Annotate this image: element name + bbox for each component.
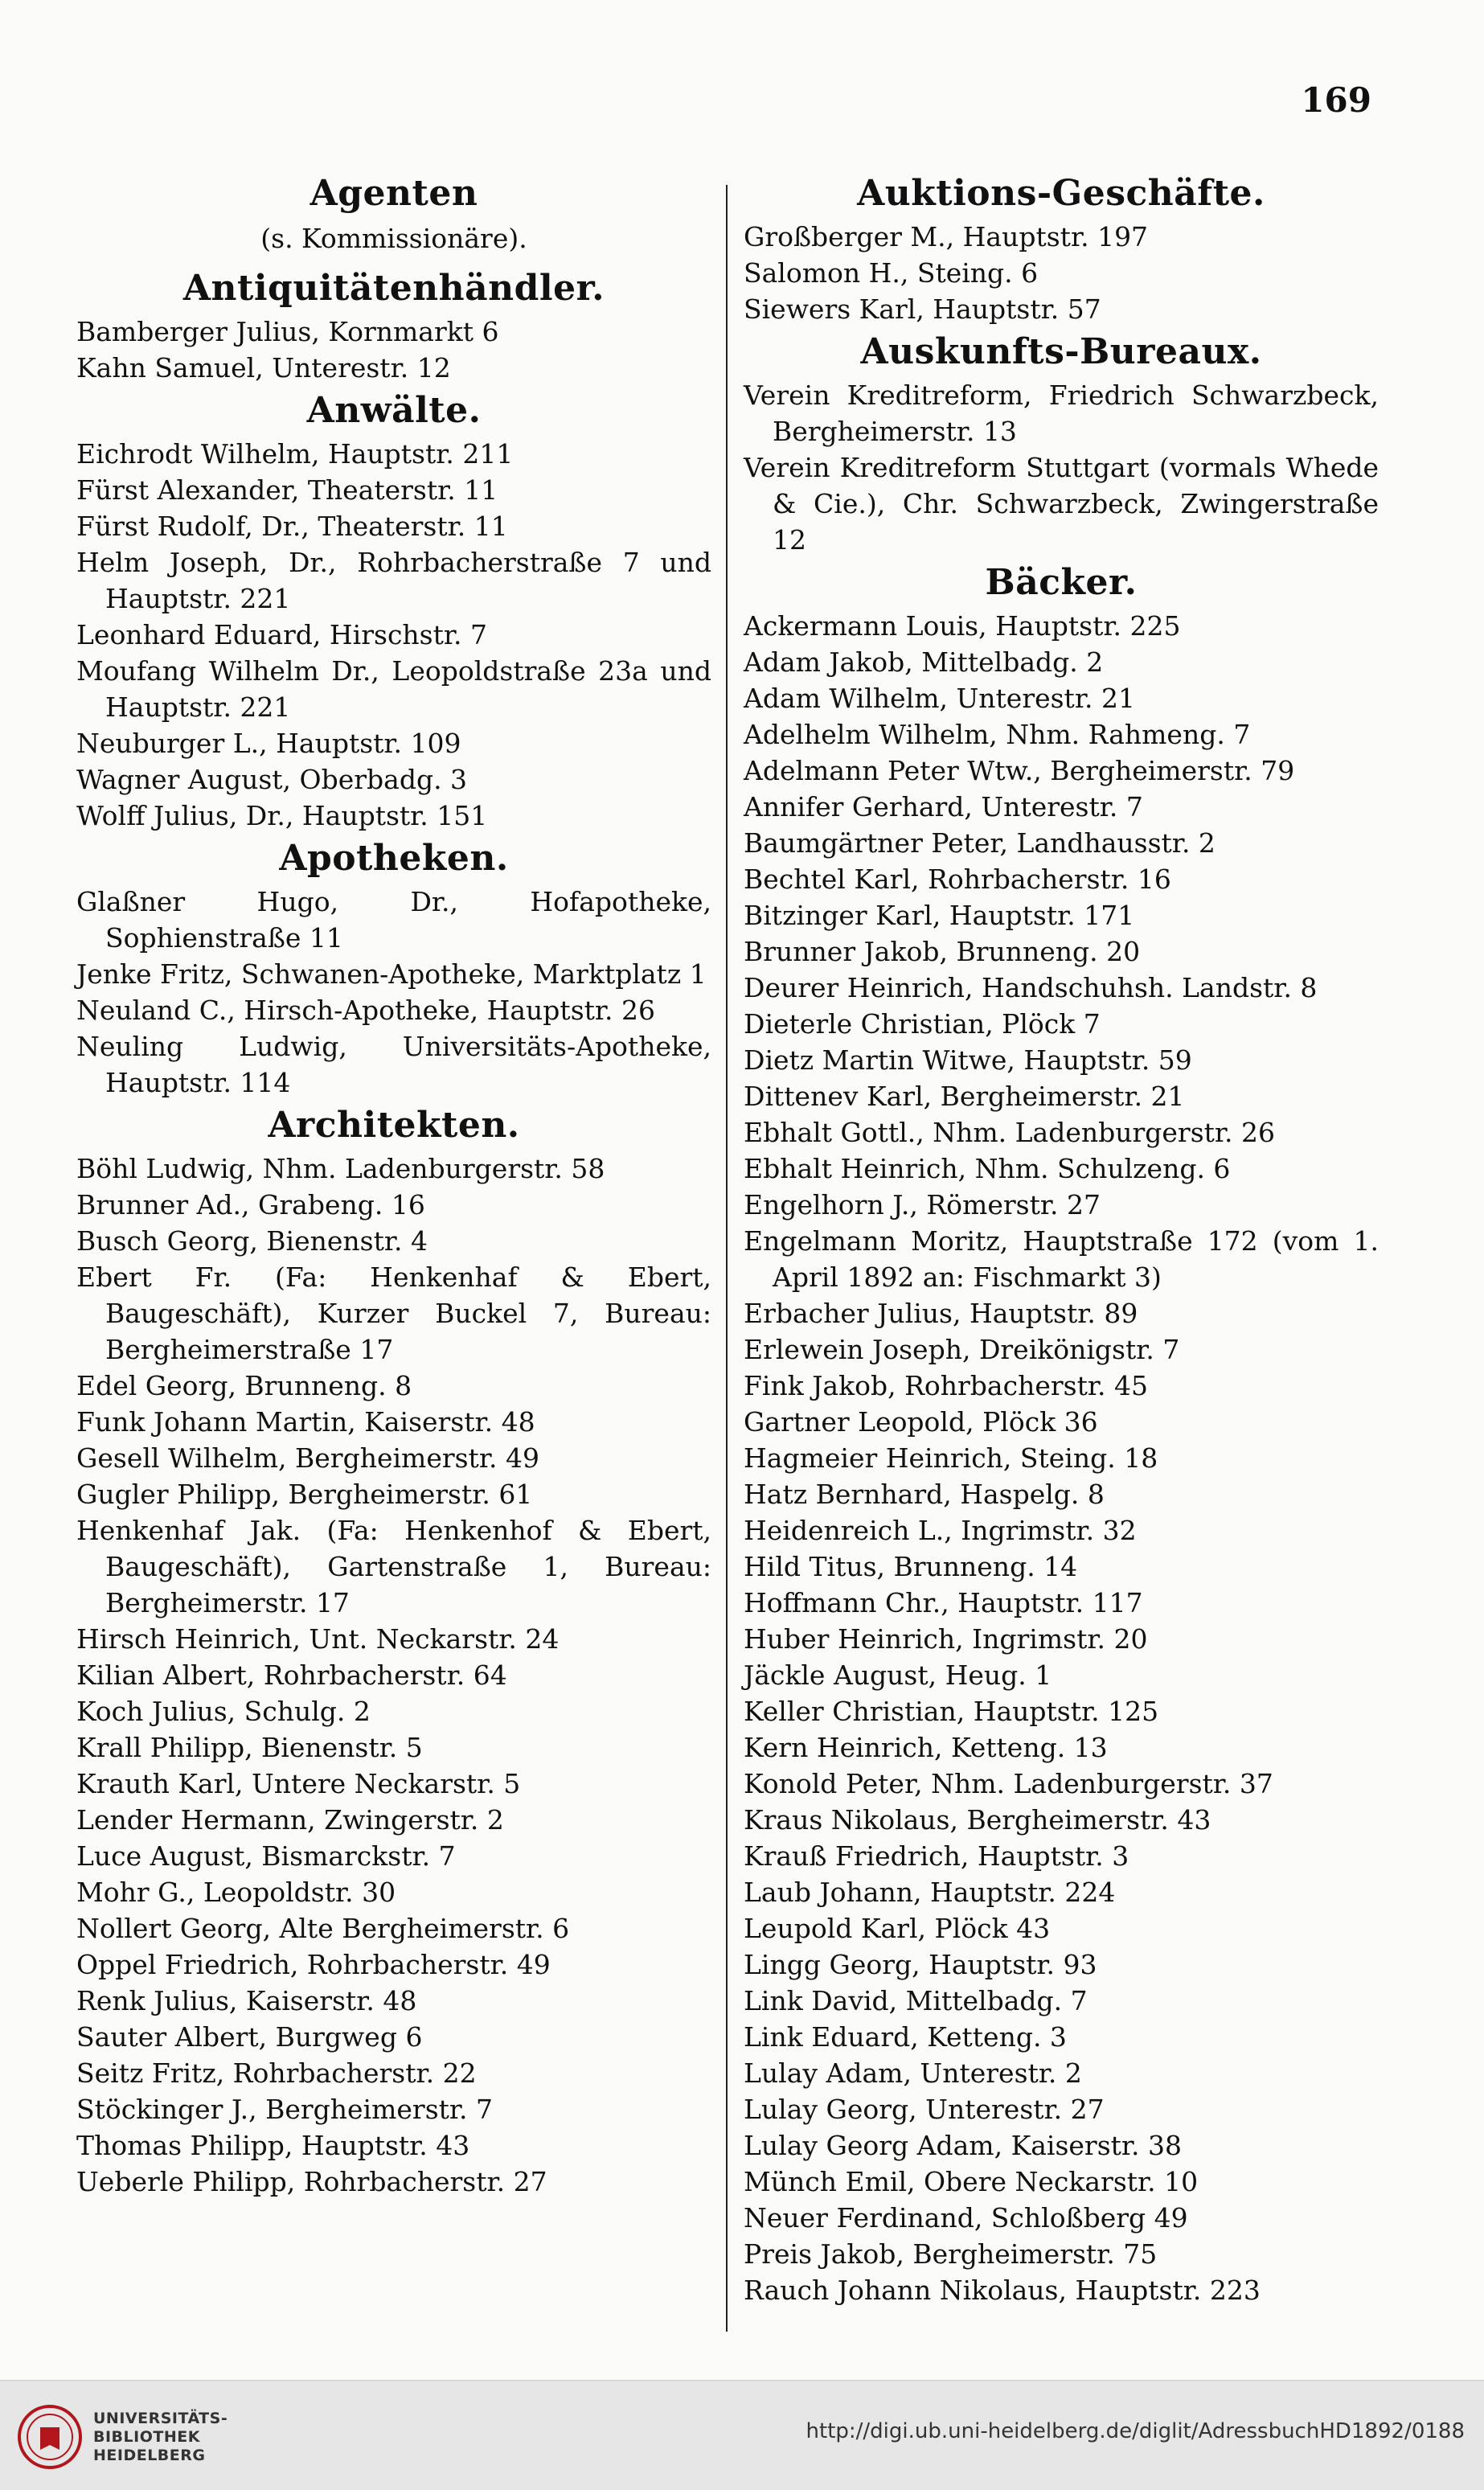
directory-entry: Bechtel Karl, Rohrbacherstr. 16: [744, 864, 1171, 895]
directory-entry: Erbacher Julius, Hauptstr. 89: [744, 1298, 1138, 1329]
directory-entry: Kilian Albert, Rohrbacherstr. 64: [76, 1659, 507, 1691]
directory-entry: Adam Wilhelm, Unterestr. 21: [744, 683, 1135, 714]
directory-entry: Nollert Georg, Alte Bergheimerstr. 6: [76, 1913, 570, 1944]
directory-entry: Moufang Wilhelm Dr., Leopoldstraße 23a und Hauptstr. 221: [76, 655, 711, 723]
directory-entry: Edel Georg, Brunneng. 8: [76, 1370, 412, 1401]
right-column: [744, 169, 1379, 2308]
source-url-link[interactable]: http://digi.ub.uni-heidelberg.de/diglit/AdressbuchHD1892/0188: [806, 2419, 1465, 2443]
directory-entry: Heidenreich L., Ingrimstr. 32: [744, 1515, 1137, 1546]
directory-entry: Bitzinger Karl, Hauptstr. 171: [744, 900, 1135, 931]
directory-entry: Kraus Nikolaus, Bergheimerstr. 43: [744, 1804, 1211, 1836]
directory-entry: Münch Emil, Obere Neckarstr. 10: [744, 2166, 1199, 2197]
directory-entry: Fürst Alexander, Theaterstr. 11: [76, 474, 498, 506]
directory-entry: Kahn Samuel, Unterestr. 12: [76, 352, 451, 384]
section-heading: Architekten.: [268, 1105, 520, 1146]
directory-entry: Ebhalt Gottl., Nhm. Ladenburgerstr. 26: [744, 1117, 1276, 1148]
section-heading: Anwälte.: [306, 390, 482, 431]
directory-entry: Dittenev Karl, Bergheimerstr. 21: [744, 1081, 1185, 1112]
library-name-line: UNIVERSITÄTS-: [93, 2410, 228, 2427]
directory-entry: Neuer Ferdinand, Schloßberg 49: [744, 2202, 1188, 2234]
directory-entry: Gesell Wilhelm, Bergheimerstr. 49: [76, 1442, 539, 1474]
directory-entry: Dietz Martin Witwe, Hauptstr. 59: [744, 1044, 1192, 1076]
directory-entry: Ackermann Louis, Hauptstr. 225: [744, 610, 1181, 642]
directory-entry: Keller Christian, Hauptstr. 125: [744, 1696, 1159, 1727]
directory-entry: Wolff Julius, Dr., Hauptstr. 151: [76, 800, 488, 831]
directory-entry: Ebhalt Heinrich, Nhm. Schulzeng. 6: [744, 1153, 1231, 1184]
directory-entry: Neuburger L., Hauptstr. 109: [76, 728, 461, 759]
directory-entry: Leonhard Eduard, Hirschstr. 7: [76, 619, 488, 650]
directory-entry: Luce August, Bismarckstr. 7: [76, 1840, 456, 1872]
directory-entry: Bamberger Julius, Kornmarkt 6: [76, 316, 499, 347]
directory-entry: Renk Julius, Kaiserstr. 48: [76, 1985, 417, 2016]
section-heading: Antiquitätenhändler.: [182, 268, 605, 309]
section-heading: Auktions-Geschäfte.: [857, 173, 1265, 214]
directory-entry: Busch Georg, Bienenstr. 4: [76, 1225, 428, 1257]
directory-entry: Annifer Gerhard, Unterestr. 7: [744, 791, 1143, 822]
directory-entry: Verein Kreditreform, Friedrich Schwarzbeck, Bergheimerstr. 13: [744, 379, 1379, 447]
directory-entry: Brunner Ad., Grabeng. 16: [76, 1189, 425, 1220]
directory-entry: Kern Heinrich, Ketteng. 13: [744, 1732, 1108, 1763]
directory-entry: Sauter Albert, Burgweg 6: [76, 2021, 423, 2053]
directory-entry: Mohr G., Leopoldstr. 30: [76, 1877, 396, 1908]
directory-entry: Neuland C., Hirsch-Apotheke, Hauptstr. 26: [76, 995, 656, 1026]
directory-entry: Jenke Fritz, Schwanen-Apotheke, Marktplatz 1: [76, 958, 707, 990]
directory-entry: Lulay Georg, Unterestr. 27: [744, 2094, 1105, 2125]
directory-entry: Glaßner Hugo, Dr., Hofapotheke, Sophienstraße 11: [76, 886, 711, 954]
directory-entry: Krall Philipp, Bienenstr. 5: [76, 1732, 423, 1763]
directory-entry: Konold Peter, Nhm. Ladenburgerstr. 37: [744, 1768, 1273, 1799]
directory-entry: Erlewein Joseph, Dreikönigstr. 7: [744, 1334, 1180, 1365]
directory-entry: Krauß Friedrich, Hauptstr. 3: [744, 1840, 1129, 1872]
university-library-logo-icon: [16, 2403, 84, 2471]
directory-entry: Gugler Philipp, Bergheimerstr. 61: [76, 1479, 533, 1510]
section-heading: Auskunfts-Bureaux.: [860, 331, 1262, 372]
directory-entry: Großberger M., Hauptstr. 197: [744, 221, 1149, 252]
directory-entry: Hoffmann Chr., Hauptstr. 117: [744, 1587, 1143, 1618]
directory-entry: Laub Johann, Hauptstr. 224: [744, 1877, 1116, 1908]
directory-entry: Engelmann Moritz, Hauptstraße 172 (vom 1. April 1892 an: Fischmarkt 3): [744, 1225, 1379, 1293]
library-name: [93, 2410, 228, 2465]
directory-entry: Helm Joseph, Dr., Rohrbacherstraße 7 und Hauptstr. 221: [76, 547, 711, 614]
left-column: [76, 169, 711, 2200]
directory-entry: Lulay Adam, Unterestr. 2: [744, 2057, 1082, 2089]
directory-entry: Hatz Bernhard, Haspelg. 8: [744, 1479, 1105, 1510]
directory-entry: Böhl Ludwig, Nhm. Ladenburgerstr. 58: [76, 1153, 605, 1184]
directory-entry: Hirsch Heinrich, Unt. Neckarstr. 24: [76, 1623, 560, 1655]
directory-entry: Fink Jakob, Rohrbacherstr. 45: [744, 1370, 1148, 1401]
directory-entry: Lingg Georg, Hauptstr. 93: [744, 1949, 1097, 1980]
section-heading: Agenten: [310, 173, 478, 214]
directory-entry: Wagner August, Oberbadg. 3: [76, 764, 468, 795]
directory-entry: Deurer Heinrich, Handschuhsh. Landstr. 8: [744, 972, 1318, 1003]
directory-entry: Adelmann Peter Wtw., Bergheimerstr. 79: [744, 755, 1295, 786]
directory-entry: Link Eduard, Ketteng. 3: [744, 2021, 1067, 2053]
directory-entry: Adelhelm Wilhelm, Nhm. Rahmeng. 7: [744, 719, 1251, 750]
column-divider: [726, 185, 728, 2332]
directory-entry: Funk Johann Martin, Kaiserstr. 48: [76, 1406, 535, 1438]
directory-entry: Rauch Johann Nikolaus, Hauptstr. 223: [744, 2275, 1261, 2306]
directory-entry: Jäckle August, Heug. 1: [744, 1659, 1052, 1691]
page-number: 169: [1301, 80, 1371, 120]
directory-entry: Ebert Fr. (Fa: Henkenhaf & Ebert, Baugeschäft), Kurzer Buckel 7, Bureau: Bergheimerstraße 17: [76, 1261, 711, 1365]
directory-entry: Hagmeier Heinrich, Steing. 18: [744, 1442, 1158, 1474]
directory-entry: Seitz Fritz, Rohrbacherstr. 22: [76, 2057, 477, 2089]
directory-entry: Lender Hermann, Zwingerstr. 2: [76, 1804, 504, 1836]
directory-entry: Dieterle Christian, Plöck 7: [744, 1008, 1101, 1040]
directory-entry: Lulay Georg Adam, Kaiserstr. 38: [744, 2130, 1183, 2161]
section-heading: Apotheken.: [279, 838, 509, 879]
directory-entry: Thomas Philipp, Hauptstr. 43: [76, 2130, 470, 2161]
directory-entry: Krauth Karl, Untere Neckarstr. 5: [76, 1768, 521, 1799]
library-name-line: BIBLIOTHEK: [93, 2428, 200, 2446]
directory-entry: Salomon H., Steing. 6: [744, 257, 1039, 289]
directory-entry: Fürst Rudolf, Dr., Theaterstr. 11: [76, 511, 508, 542]
directory-entry: Siewers Karl, Hauptstr. 57: [744, 293, 1101, 325]
directory-entry: Ueberle Philipp, Rohrbacherstr. 27: [76, 2166, 547, 2197]
directory-entry: Neuling Ludwig, Universitäts-Apotheke, Hauptstr. 114: [76, 1031, 711, 1098]
directory-entry: Verein Kreditreform Stuttgart (vormals Whede & Cie.), Chr. Schwarzbeck, Zwingerstraße 12: [744, 452, 1379, 556]
directory-entry: Leupold Karl, Plöck 43: [744, 1913, 1051, 1944]
directory-entry: Adam Jakob, Mittelbadg. 2: [744, 646, 1104, 678]
directory-entry: Brunner Jakob, Brunneng. 20: [744, 936, 1141, 967]
section-note: (s. Kommissionäre).: [260, 223, 527, 254]
directory-entry: Eichrodt Wilhelm, Hauptstr. 211: [76, 438, 514, 470]
directory-entry: Preis Jakob, Bergheimerstr. 75: [744, 2238, 1158, 2270]
directory-entry: Engelhorn J., Römerstr. 27: [744, 1189, 1101, 1220]
footer-bar: [0, 2380, 1484, 2490]
directory-entry: Hild Titus, Brunneng. 14: [744, 1551, 1078, 1582]
library-name-line: HEIDELBERG: [93, 2447, 206, 2464]
section-heading: Bäcker.: [985, 562, 1138, 603]
directory-entry: Huber Heinrich, Ingrimstr. 20: [744, 1623, 1148, 1655]
directory-entry: Koch Julius, Schulg. 2: [76, 1696, 371, 1727]
directory-entry: Oppel Friedrich, Rohrbacherstr. 49: [76, 1949, 551, 1980]
directory-entry: Gartner Leopold, Plöck 36: [744, 1406, 1098, 1438]
directory-entry: Henkenhaf Jak. (Fa: Henkenhof & Ebert, Baugeschäft), Gartenstraße 1, Bureau: Bergheimerstr. 17: [76, 1515, 711, 1618]
directory-entry: Stöckinger J., Bergheimerstr. 7: [76, 2094, 494, 2125]
directory-entry: Link David, Mittelbadg. 7: [744, 1985, 1088, 2016]
directory-entry: Baumgärtner Peter, Landhausstr. 2: [744, 827, 1215, 859]
